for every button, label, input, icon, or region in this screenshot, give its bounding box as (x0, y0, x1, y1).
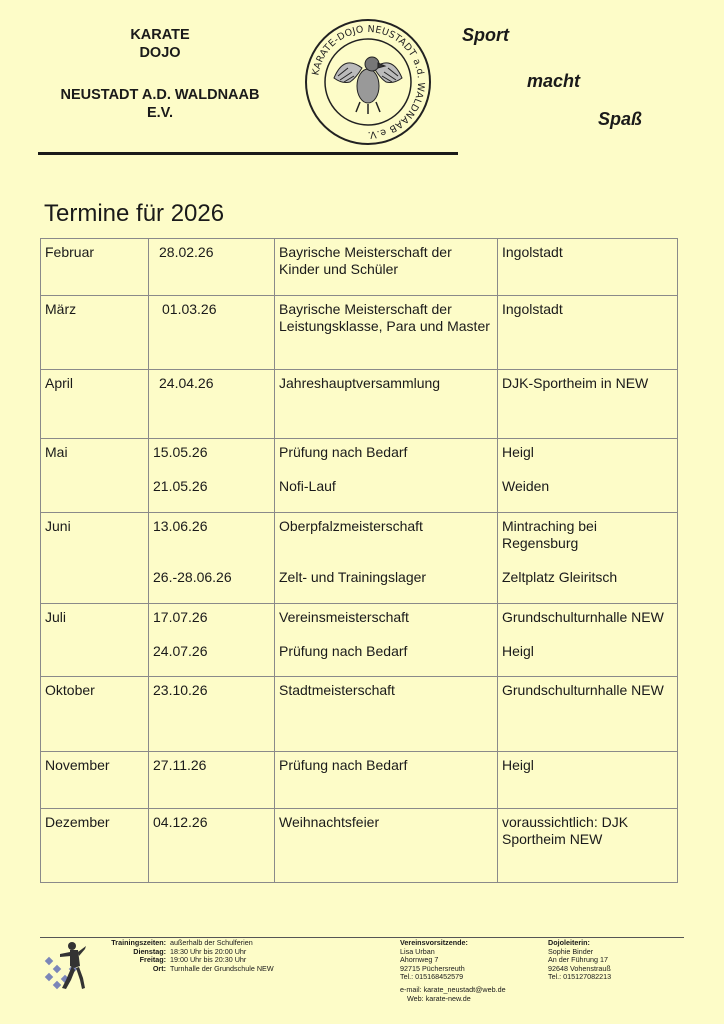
event-cell: Prüfung nach Bedarf (275, 752, 498, 809)
date-cell: 24.04.26 (149, 370, 275, 439)
month-cell: Dezember (41, 809, 149, 883)
table-row (41, 439, 678, 513)
slogan-word: macht (527, 71, 581, 91)
location-cell: Heigl (498, 752, 678, 809)
chair-line: Tel.: 015168452579 (400, 972, 464, 982)
club-name (30, 26, 290, 122)
dojo-lead-line: 92648 Vohenstrauß (548, 963, 611, 973)
karateka-icon (44, 940, 86, 990)
contact-email[interactable]: e-mail: karate_neustadt@web.de (400, 984, 506, 994)
training-time: 18:30 Uhr bis 20:00 Uhr (170, 946, 247, 956)
month-cell: Juni (41, 513, 149, 604)
dojo-lead-heading: Dojoleiterin: (548, 938, 590, 947)
location-cell: Ingolstadt (498, 239, 678, 296)
table-row (41, 370, 678, 439)
month-cell: Oktober (41, 677, 149, 752)
table-row (41, 296, 678, 370)
event-text: Nofi-Lauf (279, 478, 336, 494)
location-cell: Grundschulturnhalle NEW (498, 677, 678, 752)
table-row (41, 752, 678, 809)
event-text: Zelt- und Trainingslager (279, 569, 427, 585)
club-seal-logo (304, 18, 432, 146)
schedule-table (40, 238, 678, 883)
date-text: 13.06.26 (153, 518, 208, 534)
location-text: Heigl (502, 444, 534, 460)
event-cell: Bayrische Meisterschaft der Kinder und Schüler (275, 239, 498, 296)
event-text: Prüfung nach Bedarf (279, 444, 408, 460)
location-text: Zeltplatz Gleiritsch (502, 569, 618, 585)
training-heading: Trainingszeiten: (111, 938, 166, 947)
training-location: Turnhalle der Grundschule NEW (170, 963, 274, 973)
event-text: Vereinsmeisterschaft (279, 609, 409, 625)
date-cell: 23.10.26 (149, 677, 275, 752)
month-cell: November (41, 752, 149, 809)
club-name-line: E.V. (146, 105, 174, 121)
event-cell: Stadtmeisterschaft (275, 677, 498, 752)
month-cell: Februar (41, 239, 149, 296)
table-row (41, 677, 678, 752)
chair-line: Ahornweg 7 (400, 955, 439, 965)
event-cell: Bayrische Meisterschaft der Leistungsklasse, Para und Master (275, 296, 498, 370)
month-cell: März (41, 296, 149, 370)
event-text: Oberpfalzmeisterschaft (279, 518, 423, 534)
dojo-lead-line: An der Führung 17 (548, 955, 608, 965)
slogan-word: Sport (462, 25, 509, 45)
training-time: 19:00 Uhr bis 20:30 Uhr (170, 955, 247, 965)
date-text: 26.-28.06.26 (153, 569, 232, 585)
training-note: außerhalb der Schulferien (170, 938, 253, 947)
chair-contact (400, 939, 506, 1003)
club-name-line: NEUSTADT A.D. WALDNAAB (60, 87, 260, 103)
date-text: 21.05.26 (153, 478, 208, 494)
location-cell: Ingolstadt (498, 296, 678, 370)
date-cell: 27.11.26 (149, 752, 275, 809)
training-day-label: Freitag: (139, 955, 166, 965)
table-row (41, 513, 678, 604)
header-divider (38, 152, 458, 155)
table-row (41, 604, 678, 677)
chair-line: Lisa Urban (400, 946, 435, 956)
page-title: Termine für 2026 (44, 200, 225, 227)
location-cell: DJK-Sportheim in NEW (498, 370, 678, 439)
chair-heading: Vereinsvorsitzende: (400, 938, 468, 947)
seal-text: KARATE-DOJO NEUSTADT a.d. WALDNAAB e.V. (310, 23, 427, 141)
training-location-label: Ort: (152, 963, 166, 973)
month-cell: Mai (41, 439, 149, 513)
location-cell: voraussichtlich: DJK Sportheim NEW (498, 809, 678, 883)
club-name-line: DOJO (139, 45, 181, 61)
training-times-values (170, 939, 274, 973)
event-text: Prüfung nach Bedarf (279, 643, 408, 659)
location-text: Mintraching bei Regensburg (502, 518, 597, 551)
dojo-lead-line: Tel.: 015127082213 (548, 972, 612, 982)
contact-web[interactable]: Web: karate-new.de (407, 993, 471, 1003)
event-cell: Jahreshauptversammlung (275, 370, 498, 439)
table-row (41, 239, 678, 296)
date-text: 15.05.26 (153, 444, 208, 460)
training-day-label: Dienstag: (133, 946, 166, 956)
dojo-lead-contact (548, 939, 611, 982)
dojo-lead-line: Sophie Binder (548, 946, 594, 956)
club-name-line: KARATE (130, 27, 190, 43)
chair-line: 92715 Püchersreuth (400, 963, 465, 973)
date-cell: 01.03.26 (149, 296, 275, 370)
location-text: Grundschulturnhalle NEW (502, 609, 664, 625)
training-times-labels (104, 939, 166, 973)
eagle-icon (334, 57, 402, 114)
location-text: Weiden (502, 478, 550, 494)
date-cell: 04.12.26 (149, 809, 275, 883)
month-cell: April (41, 370, 149, 439)
table-row (41, 809, 678, 883)
date-text: 24.07.26 (153, 643, 208, 659)
slogan-word: Spaß (598, 109, 643, 129)
location-text: Heigl (502, 643, 534, 659)
date-text: 17.07.26 (153, 609, 208, 625)
month-cell: Juli (41, 604, 149, 677)
event-cell: Weihnachtsfeier (275, 809, 498, 883)
date-cell: 28.02.26 (149, 239, 275, 296)
